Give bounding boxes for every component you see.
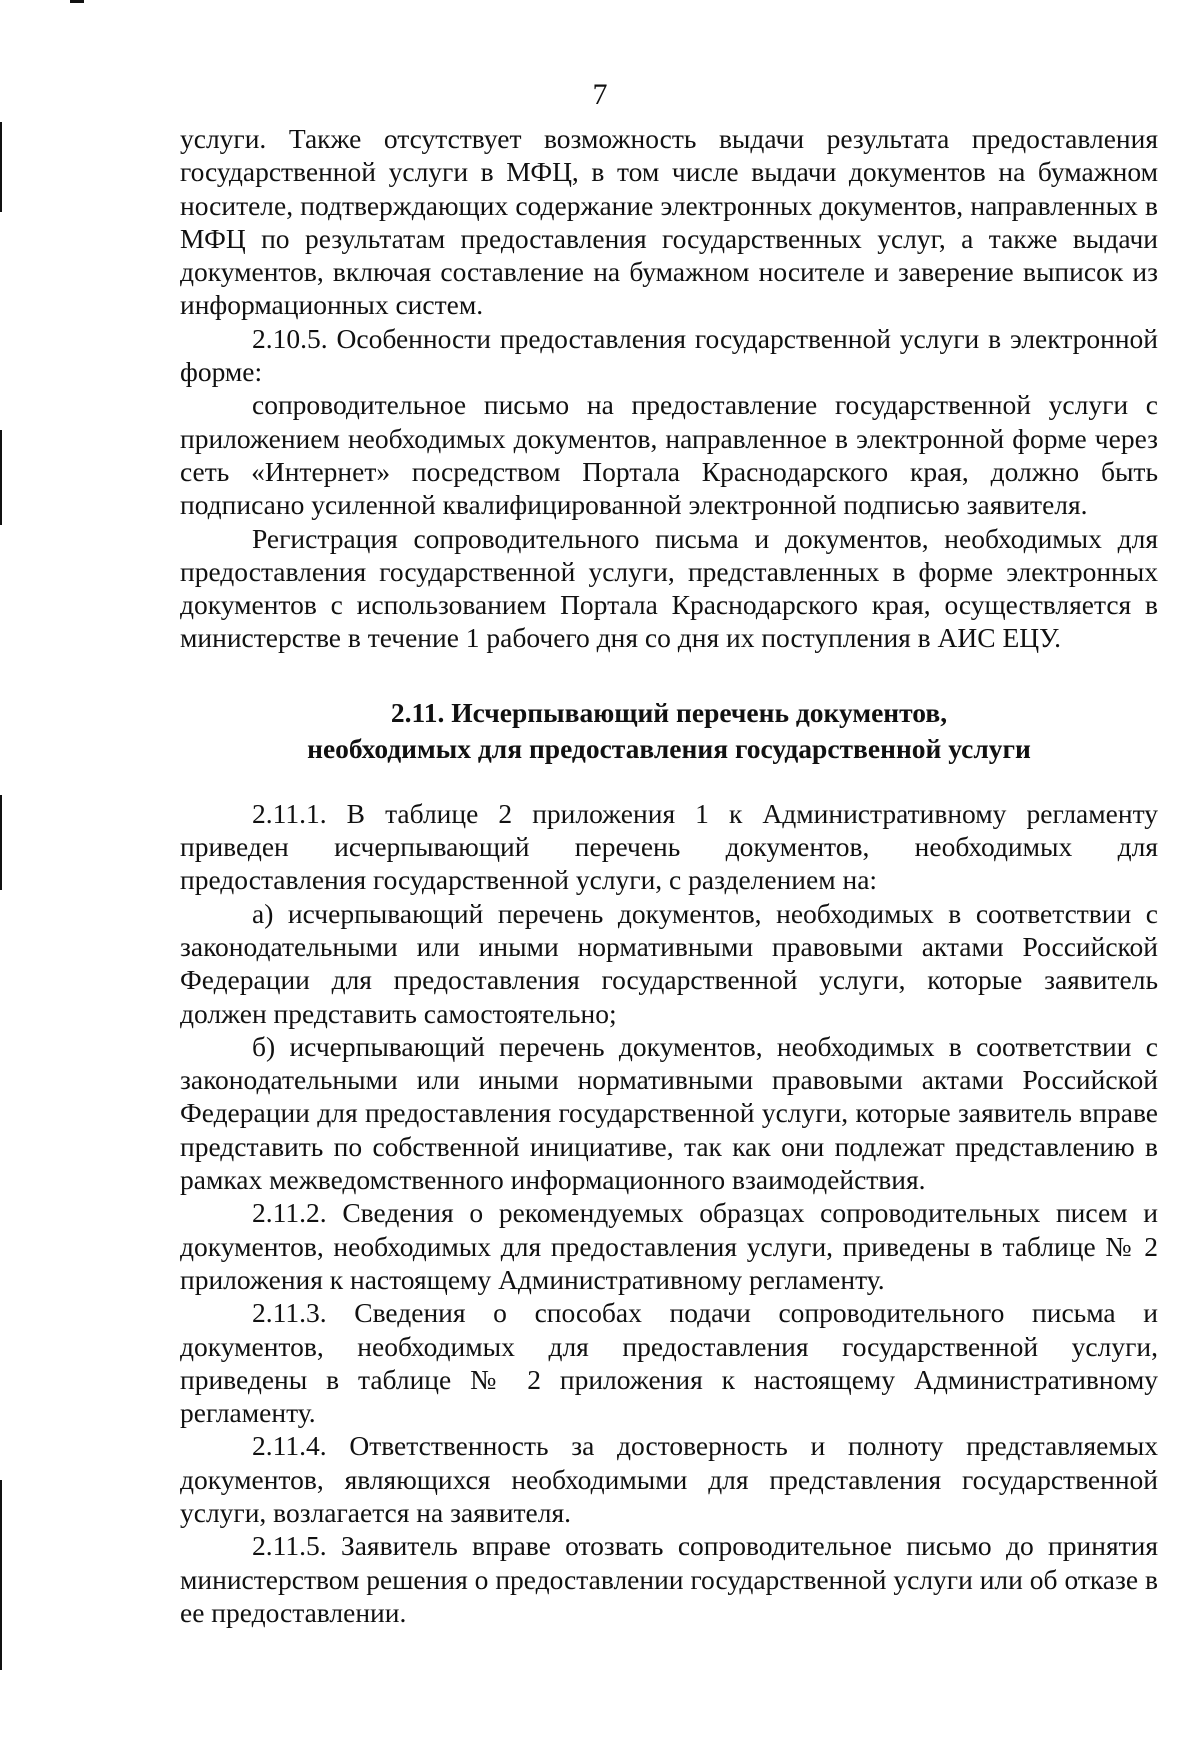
paragraph: 2.11.1. В таблице 2 приложения 1 к Административному регламенту приведен исчерпывающий перечень документов, необходимых для предоставления государственной услуги, с разделением на: — [180, 797, 1158, 896]
paragraph: 2.11.4. Ответственность за достоверность и полноту представляемых документов, являющихся необходимыми для представления государственной услуги, возлагается на заявителя. — [180, 1430, 1158, 1528]
scan-mark — [0, 1480, 2, 1670]
scan-mark — [0, 122, 2, 212]
paragraph: услуги. Также отсутствует возможность выдачи результата предоставления государственной услуги в МФЦ, в том числе выдачи документов на бумажном носителе, подтверждающих содержание электронных документов, направленных в МФЦ по результатам предоставления государственных услуг, а также выдачи документов, включая составление на бумажном носителе и заверение выписок из информационных систем. — [180, 123, 1158, 321]
paragraph: 2.11.3. Сведения о способах подачи сопроводительного письма и документов, необходимых для предоставления государственной услуги, приведены в таблице № 2 приложения к настоящему Административному регламенту. — [180, 1297, 1158, 1429]
document-body — [180, 122, 1158, 1629]
paragraph: а) исчерпывающий перечень документов, необходимых в соответствии с законодательными или иными нормативными правовыми актами Российской Федерации для предоставления государственной услуги, которые заявитель должен представить самостоятельно; — [180, 897, 1158, 1029]
paragraph: б) исчерпывающий перечень документов, необходимых в соответствии с законодательными или иными нормативными правовыми актами Российской Федерации для предоставления государственной услуги, которые заявитель вправе представить по собственной инициативе, так как они подлежат представлению в рамках межведомственного информационного взаимодействия. — [180, 1030, 1158, 1196]
paragraph: 2.11.5. Заявитель вправе отозвать сопроводительное письмо до принятия министерством решения о предоставлении государственной услуги или об отказе в ее предоставлении. — [180, 1530, 1158, 1628]
section-heading-line: 2.11. Исчерпывающий перечень документов, — [390, 696, 948, 728]
paragraph-group-top — [180, 122, 1158, 655]
page-number: 7 — [592, 78, 608, 111]
paragraph: 2.10.5. Особенности предоставления государственной услуги в электронной форме: — [180, 322, 1158, 388]
scan-mark — [0, 430, 2, 525]
paragraph: сопроводительное письмо на предоставление государственной услуги с приложением необходимых документов, направленное в электронной форме через сеть «Интернет» посредством Портала Краснодарского края, должно быть подписано усиленной квалифицированной электронной подписью заявителя. — [180, 389, 1158, 521]
paragraph: 2.11.2. Сведения о рекомендуемых образцах сопроводительных писем и документов, необходимых для предоставления услуги, приведены в таблице № 2 приложения к настоящему Административному регламенту. — [180, 1197, 1158, 1295]
scan-mark — [0, 795, 2, 890]
section-heading-line: необходимых для предоставления государственной услуги — [307, 732, 1031, 764]
scan-mark — [70, 0, 84, 3]
paragraph-group-bottom — [180, 797, 1158, 1629]
paragraph: Регистрация сопроводительного письма и документов, необходимых для предоставления государственной услуги, представленных в форме электронных документов с использованием Портала Краснодарского края, осуществляется в министерстве в течение 1 рабочего дня со дня их поступления в АИС ЕЦУ. — [180, 522, 1158, 654]
section-heading — [180, 695, 1158, 767]
